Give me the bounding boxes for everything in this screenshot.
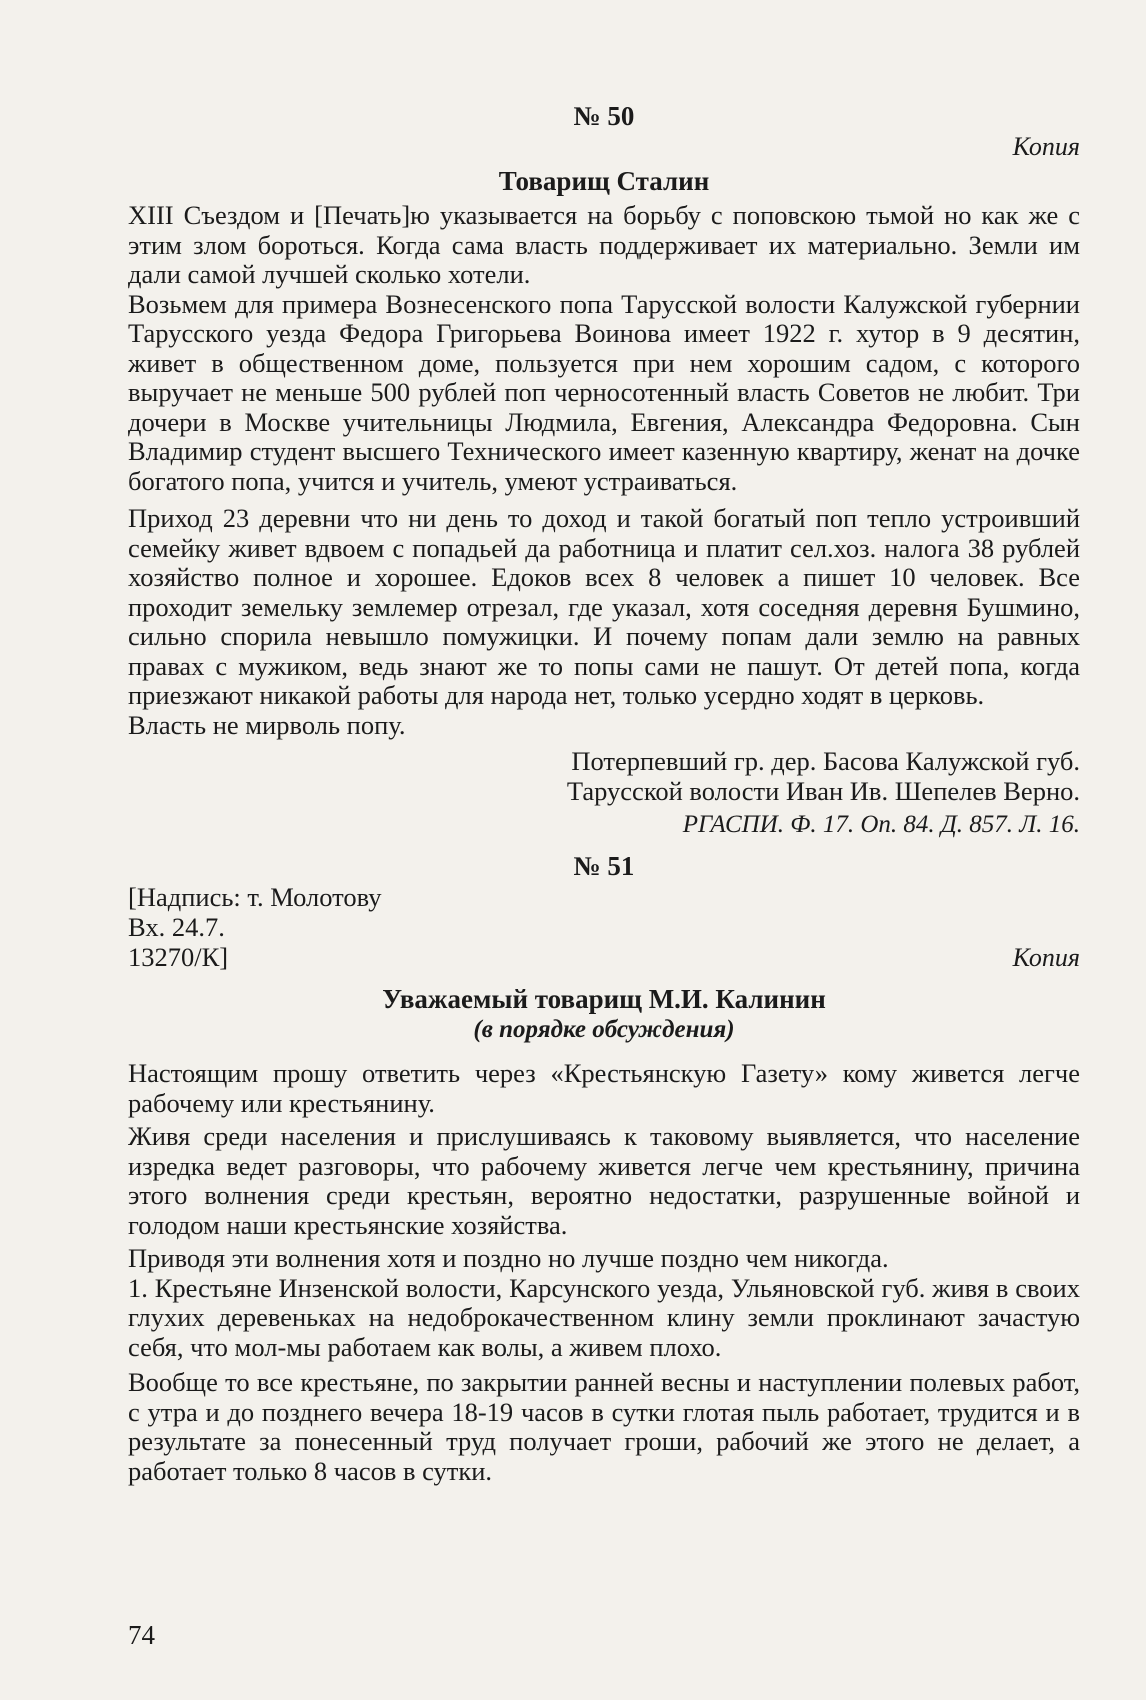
doc51-paragraph-2-text: Живя среди населения и прислушиваясь к таковому выявляется, что население изредка ведет разговоры, что рабочему живется легче чем крестьянину, причина этого волнения среди крестьян, вероятно недостатки, разрушенные войной и голодом наши крестьянские хозяйства.	[128, 1121, 1080, 1240]
doc50-paragraph-2-text: Возьмем для примера Вознесенского попа Тарусской волости Калужской губернии Тарусского уезда Федора Григорьева Воинова имеет 1922 г. хутор в 9 десятин, живет в общественном доме, пользуется при нем хорошим садом, с которого выручает не меньше 500 рублей поп черносотенный власть Советов не любит. Три дочери в Москве учительницы Людмила, Евгения, Александра Федоровна. Сын Владимир студент высшего Технического имеет казенную квартиру, женат на дочке богатого попа, учится и учитель, умеют устраиваться.	[128, 288, 1080, 496]
doc51-paragraph-4-text: 1. Крестьяне Инзенской волости, Карсунского уезда, Ульяновской губ. живя в своих глухих деревеньках на недоброкачественном клину земли проклинают зачастую себя, что мол-мы работаем как волы, а живем плохо.	[128, 1272, 1080, 1362]
text-column	[128, 100, 1080, 1486]
doc50-copy-label: Копия	[1012, 132, 1080, 161]
doc50-paragraph-4-text: Власть не мирволь попу.	[128, 709, 406, 740]
doc50-title: Товарищ Сталин	[498, 166, 710, 196]
doc50-paragraph-1	[128, 201, 1080, 290]
doc51-title: Уважаемый товарищ М.И. Калинин	[382, 984, 826, 1014]
doc51-paragraph-1	[128, 1059, 1080, 1118]
doc50-paragraph-3-text: Приход 23 деревни что ни день то доход и такой богатый поп тепло устроивший семейку живет вдвоем с попадьей да работница и платит сел.хоз. налога 38 рублей хозяйство полное и хорошее. Едоков всех 8 человек а пишет 10 человек. Все проходит земельку землемер отрезал, где указал, хотя соседняя деревня Бушмино, сильно спорила невышло помужицки. И почему попам дали землю на равных правах с мужиком, ведь знают же то попы сами не пашут. От детей попа, когда приезжают никакой работы для народа нет, только усердно ходят в церковь.	[128, 503, 1080, 710]
doc51-paragraph-1-text: Настоящим прошу ответить через «Крестьянскую Газету» кому живется легче рабочему или крестьянину.	[128, 1058, 1080, 1118]
doc51-number: № 51	[573, 851, 635, 881]
page-number: 74	[128, 1620, 155, 1650]
doc51-paragraph-2	[128, 1122, 1080, 1240]
doc50-paragraph-4	[128, 711, 1080, 741]
doc50-paragraph-1-text: XIII Съездом и [Печать]ю указывается на борьбу с поповскою тьмой но как же с этим злом бороться. Когда сама власть поддерживает их материально. Земли им дали самой лучшей сколько хотели.	[128, 200, 1080, 289]
doc50-paragraph-3	[128, 504, 1080, 711]
doc50-signature-line2: Тарусской волости Иван Ив. Шепелев Верно.	[566, 776, 1080, 806]
doc51-inscription-line2: Вх. 24.7.	[128, 912, 225, 942]
doc51-paragraph-4	[128, 1274, 1080, 1363]
doc51-paragraph-5	[128, 1368, 1080, 1486]
doc51-paragraph-3-text: Приводя эти волнения хотя и поздно но лучше поздно чем никогда.	[128, 1243, 889, 1273]
doc50-number: № 50	[573, 101, 635, 131]
doc50-paragraph-2	[128, 290, 1080, 497]
doc50-archive-source: РГАСПИ. Ф. 17. Оп. 84. Д. 857. Л. 16.	[682, 811, 1080, 838]
doc50-signature-line1: Потерпевший гр. дер. Басова Калужской губ.	[571, 746, 1080, 776]
doc51-paragraph-5-text: Вообще то все крестьяне, по закрытии ранней весны и наступлении полевых работ, с утра и до позднего вечера 18-19 часов в сутки глотая пыль работает, трудится и в результате за понесенный труд получает гроши, рабочий же этого не делает, а работает только 8 часов в сутки.	[128, 1367, 1080, 1486]
doc51-inscription-line1: [Надпись: т. Молотову	[128, 882, 382, 912]
doc51-inscription-row	[128, 942, 1080, 973]
doc51-paragraph-3	[128, 1244, 1080, 1274]
doc51-subtitle: (в порядке обсуждения)	[473, 1016, 735, 1043]
doc51-inscription-line3: 13270/К]	[128, 942, 229, 972]
doc51-copy-label: Копия	[1012, 943, 1080, 972]
